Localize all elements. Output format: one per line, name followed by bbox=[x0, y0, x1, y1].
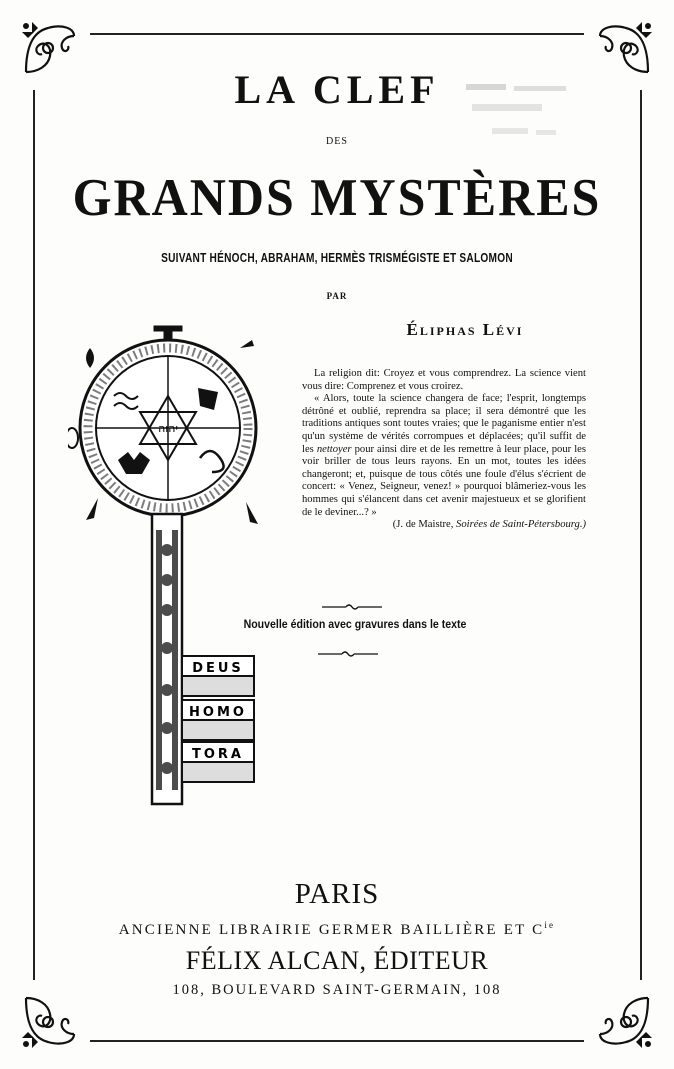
byline-par: PAR bbox=[326, 291, 348, 301]
quote-attribution bbox=[302, 519, 586, 532]
key-word-homo: HOMO bbox=[189, 705, 247, 720]
frame-top-line bbox=[90, 33, 584, 35]
attribution-name: (J. de Maistre, bbox=[392, 519, 454, 531]
title-connector-des: DES bbox=[326, 136, 348, 147]
hebrew-tetragrammaton: יהוה bbox=[158, 422, 178, 435]
frame-bottom-line bbox=[90, 1040, 584, 1042]
publisher-city: PARIS bbox=[294, 878, 380, 910]
key-word-deus: DEUS bbox=[192, 661, 244, 676]
quote-paragraph-1: La religion dit: Croyez et vous comprendrez. La science vient vous dire: Comprenez et vous croirez. bbox=[302, 368, 586, 392]
corner-ornament-bottom-right bbox=[594, 990, 656, 1052]
quote-block bbox=[302, 368, 586, 532]
quote-paragraph-2-start: « Alors, toute la science changera de face; l'esprit, longtemps détrôné et oublié, reprendra sa place; il sera démontré que les traditions antiques sont toutes vraies; que le paganisme entier n'est qu'un système de vérités corrompues et déplacées; qu'il suffit de les bbox=[302, 393, 586, 455]
divider-ornament-top bbox=[322, 603, 382, 611]
quote-italic-word: nettoyer bbox=[316, 443, 352, 455]
publisher-name: FÉLIX ALCAN, ÉDITEUR bbox=[185, 946, 489, 975]
title-line-2: GRANDS MYSTÈRES bbox=[72, 167, 602, 227]
publisher-line-1 bbox=[0, 920, 674, 939]
subtitle: SUIVANT HÉNOCH, ABRAHAM, HERMÈS TRISMÉGISTE ET SALOMON bbox=[161, 250, 513, 265]
corner-ornament-bottom-left bbox=[18, 990, 80, 1052]
publisher-line-1-sup: ie bbox=[544, 920, 556, 930]
edition-note: Nouvelle édition avec gravures dans le texte bbox=[243, 619, 467, 631]
divider-ornament-bottom bbox=[318, 650, 378, 658]
key-word-tora: TORA bbox=[192, 747, 244, 762]
publisher-line-1-text: ANCIENNE LIBRAIRIE GERMER BAILLIÈRE ET C bbox=[118, 922, 545, 938]
key-illustration bbox=[68, 318, 268, 808]
title-line-1: LA CLEF bbox=[234, 67, 440, 112]
quote-paragraph-2 bbox=[302, 393, 586, 519]
quote-paragraph-2-end: pour ainsi dire et de les remettre à leur place, pour les voir briller de tous leurs rayons. En un mot, toutes les idées changeront; et, puisque de tous côtés une foule d'élus s'écrient de concert: « Venez, Seigneur, venez! » pourquoi blâmeriez-vous les hommes qui s'élancent dans cet avenir majestueux et se glorifient de le deviner...? » bbox=[302, 443, 586, 518]
author-name: Éliphas Lévi bbox=[406, 320, 524, 339]
publisher-address: 108, BOULEVARD SAINT-GERMAIN, 108 bbox=[172, 982, 502, 998]
attribution-work: Soirées de Saint-Pétersbourg.) bbox=[456, 519, 586, 531]
